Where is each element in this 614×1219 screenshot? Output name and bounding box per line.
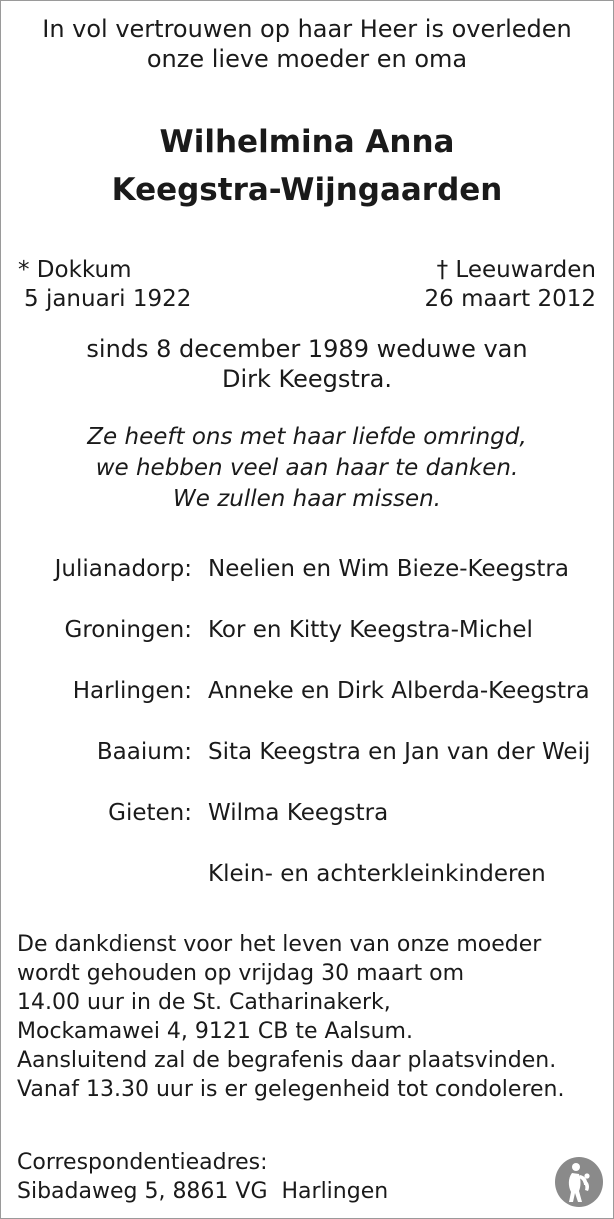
name-line-2: Keegstra-Wijngaarden: [111, 172, 503, 208]
intro-text: [0, 14, 614, 74]
contact-address: Sibadaweg 5, 8861 VG Harlingen: [17, 1179, 389, 1204]
widow-line-1: sinds 8 december 1989 weduwe van: [86, 335, 528, 363]
contact-label: Correspondentieadres:: [17, 1150, 268, 1175]
caregiver-figure-icon: [554, 1156, 604, 1208]
death-date: 26 maart 2012: [424, 286, 596, 312]
family-row: [0, 617, 614, 647]
birth-date: 5 januari 1922: [24, 286, 192, 312]
birth-block: [18, 256, 191, 314]
intro-line-1: In vol vertrouwen op haar Heer is overleden: [42, 15, 572, 43]
poem-line-3: We zullen haar missen.: [172, 486, 441, 512]
intro-line-2: onze lieve moeder en oma: [146, 45, 468, 73]
family-place: Julianadorp:: [54, 556, 192, 582]
family-names: Anneke en Dirk Alberda-Keegstra: [208, 678, 590, 704]
widow-line-2: Dirk Keegstra.: [222, 365, 392, 393]
name-line-1: Wilhelmina Anna: [159, 124, 455, 160]
death-place: † Leeuwarden: [436, 257, 596, 283]
service-line-3: 14.00 uur in de St. Catharinakerk,: [17, 990, 391, 1015]
family-names: Kor en Kitty Keegstra-Michel: [208, 617, 533, 643]
poem-line-1: Ze heeft ons met haar liefde omringd,: [87, 424, 527, 450]
deceased-name: [0, 118, 614, 214]
death-block: [425, 256, 597, 314]
family-row: [0, 556, 614, 586]
family-place: Baaium:: [96, 739, 192, 765]
service-line-2: wordt gehouden op vrijdag 30 maart om: [17, 961, 465, 986]
family-names: Klein- en achterkleinkinderen: [208, 861, 546, 887]
service-line-5: Aansluitend zal de begrafenis daar plaatsvinden.: [17, 1048, 557, 1073]
family-place: Gieten:: [108, 800, 192, 826]
family-names: Sita Keegstra en Jan van der Weij: [208, 739, 591, 765]
service-line-4: Mockamawei 4, 9121 CB te Aalsum.: [17, 1019, 413, 1044]
poem-line-2: we hebben veel aan haar te danken.: [95, 455, 519, 481]
contact-info: [17, 1148, 604, 1206]
family-row: [0, 800, 614, 830]
family-row: [0, 678, 614, 708]
service-line-1: De dankdienst voor het leven van onze moeder: [17, 932, 542, 957]
service-info: [17, 930, 604, 1104]
widow-text: [0, 334, 614, 394]
birth-place: * Dokkum: [18, 257, 132, 283]
family-place: Groningen:: [64, 617, 192, 643]
family-names: Neelien en Wim Bieze-Keegstra: [208, 556, 569, 582]
family-row: [0, 739, 614, 769]
family-names: Wilma Keegstra: [208, 800, 389, 826]
family-row: [0, 861, 614, 891]
service-line-6: Vanaf 13.30 uur is er gelegenheid tot condoleren.: [17, 1077, 565, 1102]
poem: [0, 422, 614, 515]
family-place: Harlingen:: [72, 678, 192, 704]
